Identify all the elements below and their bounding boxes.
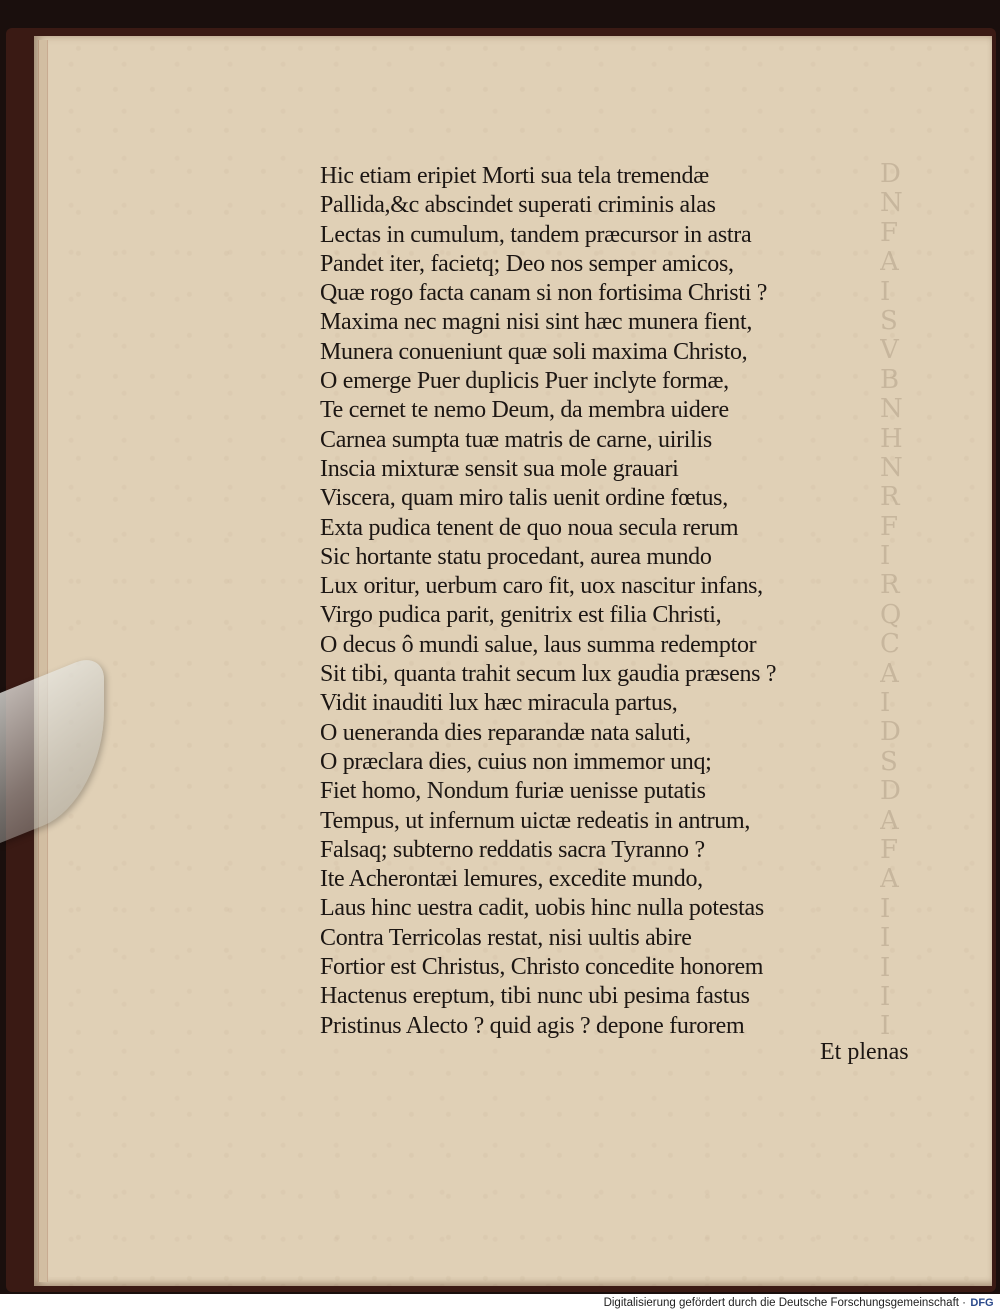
verse-line: Hic etiam eripiet Morti sua tela tremendæ — [320, 163, 709, 189]
verse-line: Maxima nec magni nisi sint hæc munera fient, — [320, 309, 753, 336]
verse-line: O emerge Puer duplicis Puer inclyte formæ, — [320, 368, 729, 395]
verse-line: Falsaq; subterno reddatis sacra Tyranno ? — [320, 836, 705, 863]
catchword: Et plenas — [820, 1039, 909, 1065]
verse-line: Vidit inauditi lux hæc miracula partus, — [320, 690, 678, 717]
verse-line: Fiet homo, Nondum furiæ uenisse putatis — [320, 778, 706, 805]
verse-line: Lectas in cumulum, tandem præcursor in astra — [320, 221, 752, 248]
verse-line: Sit tibi, quanta trahit secum lux gaudia præsens ? — [320, 661, 777, 688]
verse-line: Sic hortante statu procedant, aurea mundo — [320, 543, 712, 570]
verse-line: Laus hinc uestra cadit, uobis hinc nulla potestas — [320, 895, 764, 922]
show-through-text: D N F A I S V B N H N R F I R Q C A I D S D A F A I I I I I — [880, 160, 903, 1042]
verse-line: O præclara dies, cuius non immemor unq; — [320, 748, 712, 775]
verse-line: Ite Acherontæi lemures, excedite mundo, — [320, 866, 703, 893]
verse-line: Quæ rogo facta canam si non fortisima Christi ? — [320, 280, 768, 307]
verse-line: Virgo pudica parit, genitrix est filia Christi, — [320, 602, 722, 629]
funding-credit: Digitalisierung gefördert durch die Deutsche Forschungsgemeinschaft · — [603, 1297, 966, 1309]
verse-line: Lux oritur, uerbum caro fit, uox nascitur infans, — [320, 573, 763, 600]
verse-line: Viscera, quam miro talis uenit ordine fœtus, — [320, 485, 728, 512]
verse-line: Te cernet te nemo Deum, da membra uidere — [320, 397, 729, 424]
verse-line: Tempus, ut infernum uictæ redeatis in antrum, — [320, 807, 751, 834]
dfg-logo: DFG — [970, 1297, 994, 1309]
verse-line: Exta pudica tenent de quo noua secula rerum — [320, 514, 739, 541]
verse-line: Pallida,&c abscindet superati criminis alas — [320, 192, 716, 219]
verse-text-block — [320, 162, 895, 1041]
verse-line: O decus ô mundi salue, laus summa redemptor — [320, 631, 757, 658]
verse-line: Pristinus Alecto ? quid agis ? depone furorem — [320, 1012, 745, 1039]
verse-line: Contra Terricolas restat, nisi uultis abire — [320, 924, 692, 951]
verse-line: Munera conueniunt quæ soli maxima Christo, — [320, 338, 748, 365]
verse-line: Pandet iter, facietq; Deo nos semper amicos, — [320, 250, 734, 277]
footer-bar — [0, 1294, 1000, 1314]
verse-line: Inscia mixturæ sensit sua mole grauari — [320, 455, 679, 482]
verse-line: Hactenus ereptum, tibi nunc ubi pesima fastus — [320, 983, 750, 1010]
verse-line: Fortior est Christus, Christo concedite honorem — [320, 954, 764, 981]
verse-line: O ueneranda dies reparandæ nata saluti, — [320, 719, 691, 746]
page-stack-edge — [38, 40, 48, 1282]
verse-line: Carnea sumpta tuæ matris de carne, uirilis — [320, 426, 712, 453]
